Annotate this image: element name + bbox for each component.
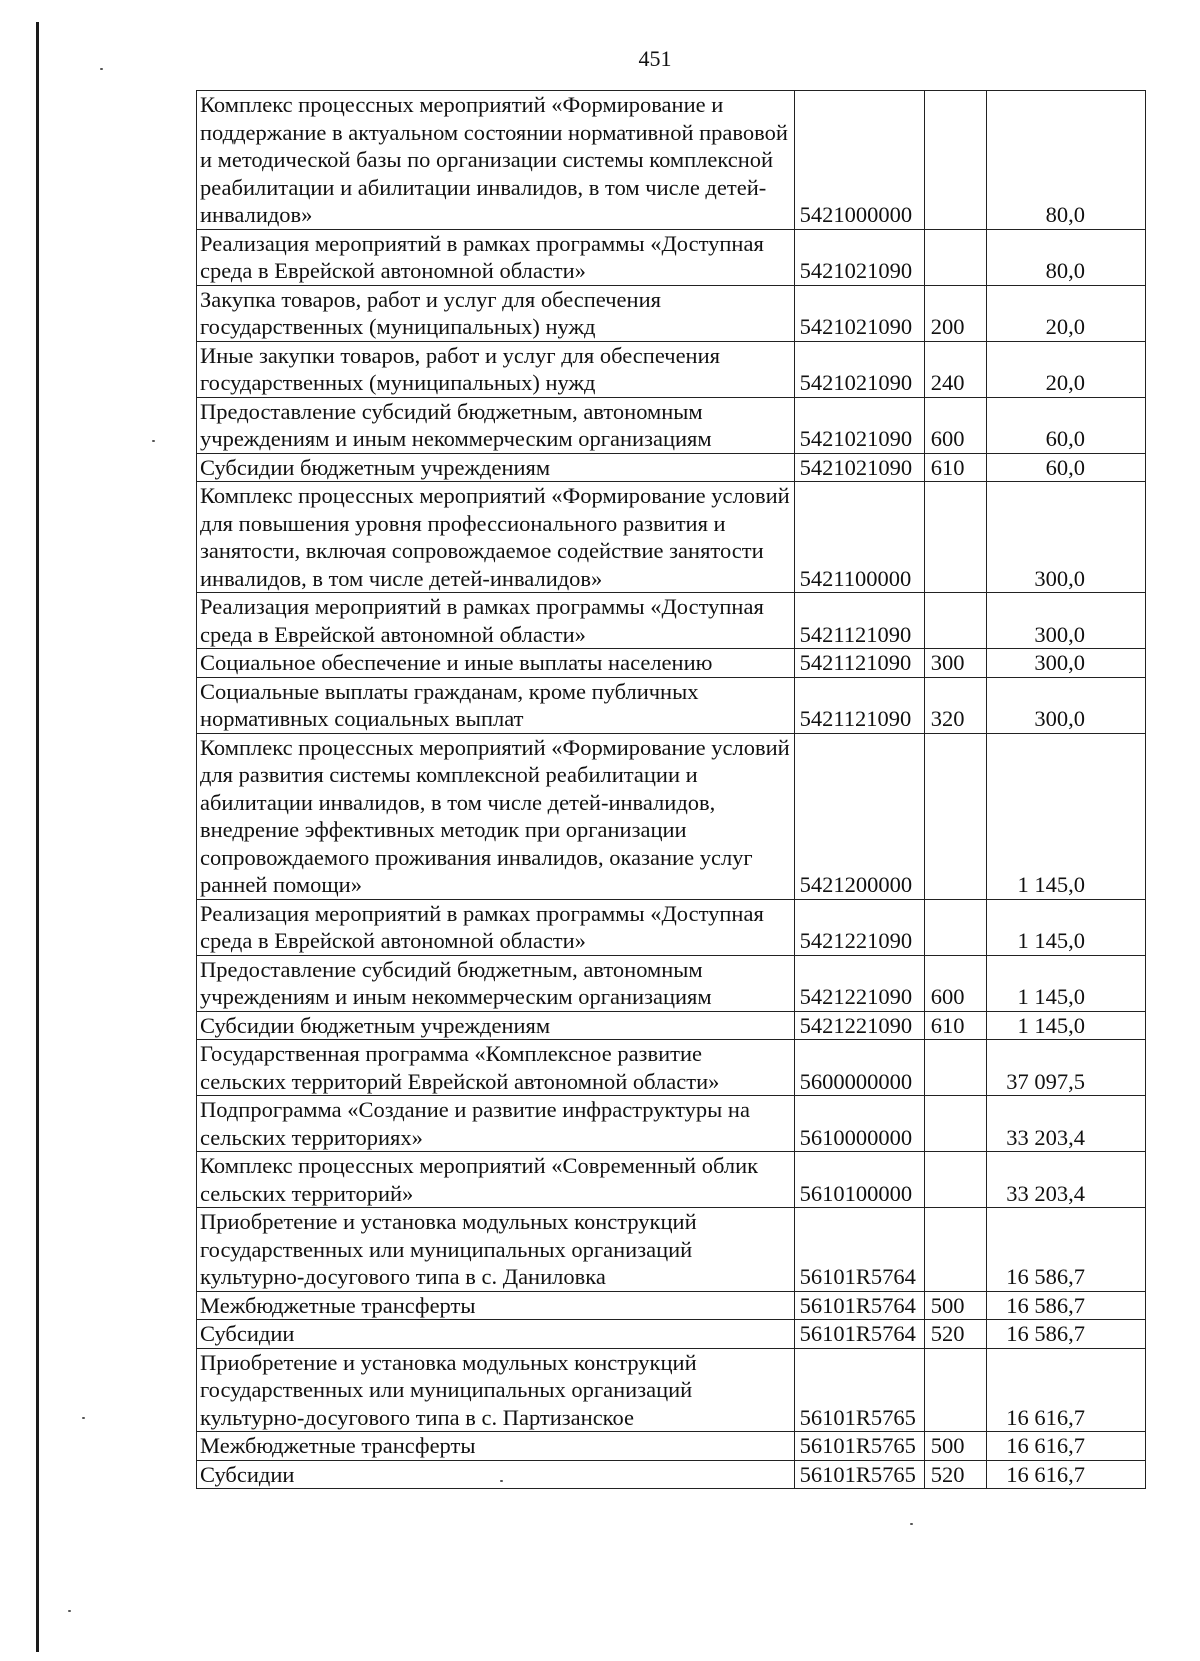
- row-type-cell: [924, 91, 986, 230]
- row-type-cell: 610: [924, 1011, 986, 1040]
- row-name-cell: Межбюджетные трансферты: [197, 1432, 795, 1461]
- row-code-cell: 56101R5764: [794, 1291, 924, 1320]
- row-amount-cell: 37 097,5: [986, 1040, 1145, 1096]
- scan-speck: [910, 1523, 913, 1525]
- scan-speck: [152, 440, 155, 442]
- scan-speck: [68, 1610, 71, 1612]
- row-code-cell: 5421021090: [794, 229, 924, 285]
- row-name-cell: Субсидии: [197, 1460, 795, 1489]
- table-row: [197, 397, 1146, 453]
- scan-speck: [82, 1417, 85, 1419]
- row-amount-cell: 33 203,4: [986, 1096, 1145, 1152]
- row-type-cell: [924, 1348, 986, 1432]
- row-type-cell: [924, 229, 986, 285]
- row-name-cell: Субсидии бюджетным учреждениям: [197, 453, 795, 482]
- table-row: [197, 733, 1146, 899]
- table-row: [197, 899, 1146, 955]
- budget-table: [196, 90, 1146, 1489]
- row-type-cell: 300: [924, 649, 986, 678]
- row-name-cell: Закупка товаров, работ и услуг для обеспечения государственных (муниципальных) нужд: [197, 285, 795, 341]
- row-name-cell: Приобретение и установка модульных конструкций государственных или муниципальных организаций культурно-досугового типа в с. Партизанское: [197, 1348, 795, 1432]
- row-type-cell: 610: [924, 453, 986, 482]
- row-type-cell: [924, 733, 986, 899]
- row-name-cell: Межбюджетные трансферты: [197, 1291, 795, 1320]
- row-amount-cell: 60,0: [986, 397, 1145, 453]
- row-amount-cell: 300,0: [986, 482, 1145, 593]
- row-code-cell: 5421221090: [794, 955, 924, 1011]
- scan-speck: [500, 1480, 503, 1482]
- row-type-cell: [924, 482, 986, 593]
- scan-speck: [100, 68, 103, 70]
- table-row: [197, 91, 1146, 230]
- row-code-cell: 5421021090: [794, 453, 924, 482]
- row-amount-cell: 16 616,7: [986, 1348, 1145, 1432]
- row-amount-cell: 20,0: [986, 341, 1145, 397]
- row-code-cell: 5421000000: [794, 91, 924, 230]
- table-row: [197, 1096, 1146, 1152]
- row-type-cell: 520: [924, 1320, 986, 1349]
- table-row: [197, 649, 1146, 678]
- row-name-cell: Комплекс процессных мероприятий «Современный облик сельских территорий»: [197, 1152, 795, 1208]
- row-type-cell: [924, 1040, 986, 1096]
- row-type-cell: [924, 1208, 986, 1292]
- row-amount-cell: 16 616,7: [986, 1432, 1145, 1461]
- row-code-cell: 5600000000: [794, 1040, 924, 1096]
- row-type-cell: 520: [924, 1460, 986, 1489]
- table-row: [197, 1011, 1146, 1040]
- row-amount-cell: 1 145,0: [986, 955, 1145, 1011]
- table-row: [197, 1432, 1146, 1461]
- row-name-cell: Комплекс процессных мероприятий «Формирование условий для развития системы комплексной реабилитации и абилитации инвалидов, в том числе детей-инвалидов, внедрение эффективных методик при организации сопровождаемого проживания инвалидов, оказание услуг ранней помощи»: [197, 733, 795, 899]
- row-code-cell: 5610000000: [794, 1096, 924, 1152]
- row-amount-cell: 300,0: [986, 593, 1145, 649]
- row-code-cell: 56101R5765: [794, 1432, 924, 1461]
- row-amount-cell: 300,0: [986, 677, 1145, 733]
- row-code-cell: 56101R5765: [794, 1460, 924, 1489]
- row-name-cell: Субсидии: [197, 1320, 795, 1349]
- row-amount-cell: 1 145,0: [986, 733, 1145, 899]
- row-amount-cell: 80,0: [986, 229, 1145, 285]
- row-name-cell: Предоставление субсидий бюджетным, автономным учреждениям и иным некоммерческим организациям: [197, 397, 795, 453]
- table-row: [197, 1348, 1146, 1432]
- row-type-cell: 240: [924, 341, 986, 397]
- row-name-cell: Социальное обеспечение и иные выплаты населению: [197, 649, 795, 678]
- scan-edge-line: [36, 22, 39, 1652]
- row-name-cell: Социальные выплаты гражданам, кроме публичных нормативных социальных выплат: [197, 677, 795, 733]
- row-code-cell: 5421200000: [794, 733, 924, 899]
- row-type-cell: [924, 899, 986, 955]
- row-amount-cell: 16 586,7: [986, 1320, 1145, 1349]
- table-row: [197, 1208, 1146, 1292]
- row-name-cell: Комплекс процессных мероприятий «Формирование условий для повышения уровня профессионального развития и занятости, включая сопровождаемое содействие занятости инвалидов, в том числе детей-инвалидов»: [197, 482, 795, 593]
- table-row: [197, 341, 1146, 397]
- table-row: [197, 229, 1146, 285]
- row-name-cell: Реализация мероприятий в рамках программы «Доступная среда в Еврейской автономной области»: [197, 229, 795, 285]
- row-amount-cell: 16 586,7: [986, 1208, 1145, 1292]
- table-row: [197, 1460, 1146, 1489]
- row-code-cell: 5421121090: [794, 677, 924, 733]
- table-row: [197, 1320, 1146, 1349]
- table-row: [197, 285, 1146, 341]
- row-code-cell: 5421121090: [794, 649, 924, 678]
- row-name-cell: Реализация мероприятий в рамках программы «Доступная среда в Еврейской автономной области»: [197, 899, 795, 955]
- row-name-cell: Подпрограмма «Создание и развитие инфраструктуры на сельских территориях»: [197, 1096, 795, 1152]
- row-name-cell: Государственная программа «Комплексное развитие сельских территорий Еврейской автономной области»: [197, 1040, 795, 1096]
- row-type-cell: 600: [924, 397, 986, 453]
- row-type-cell: 200: [924, 285, 986, 341]
- row-code-cell: 56101R5765: [794, 1348, 924, 1432]
- table-row: [197, 677, 1146, 733]
- row-code-cell: 5421021090: [794, 341, 924, 397]
- row-amount-cell: 80,0: [986, 91, 1145, 230]
- row-type-cell: [924, 1096, 986, 1152]
- row-name-cell: Комплекс процессных мероприятий «Формирование и поддержание в актуальном состоянии нормативной правовой и методической базы по организации системы комплексной реабилитации и абилитации инвалидов, в том числе детей-инвалидов»: [197, 91, 795, 230]
- row-amount-cell: 33 203,4: [986, 1152, 1145, 1208]
- table-row: [197, 1040, 1146, 1096]
- table-row: [197, 453, 1146, 482]
- row-name-cell: Субсидии бюджетным учреждениям: [197, 1011, 795, 1040]
- row-type-cell: [924, 593, 986, 649]
- row-name-cell: Предоставление субсидий бюджетным, автономным учреждениям и иным некоммерческим организациям: [197, 955, 795, 1011]
- table-row: [197, 955, 1146, 1011]
- row-type-cell: 500: [924, 1432, 986, 1461]
- row-code-cell: 5421021090: [794, 397, 924, 453]
- row-amount-cell: 16 616,7: [986, 1460, 1145, 1489]
- row-code-cell: 5421221090: [794, 899, 924, 955]
- table-body: [197, 91, 1146, 1489]
- row-code-cell: 5421121090: [794, 593, 924, 649]
- row-amount-cell: 60,0: [986, 453, 1145, 482]
- row-code-cell: 5421021090: [794, 285, 924, 341]
- row-type-cell: 600: [924, 955, 986, 1011]
- row-type-cell: 320: [924, 677, 986, 733]
- row-code-cell: 5610100000: [794, 1152, 924, 1208]
- row-type-cell: [924, 1152, 986, 1208]
- row-amount-cell: 16 586,7: [986, 1291, 1145, 1320]
- row-code-cell: 5421221090: [794, 1011, 924, 1040]
- row-name-cell: Реализация мероприятий в рамках программы «Доступная среда в Еврейской автономной области»: [197, 593, 795, 649]
- row-type-cell: 500: [924, 1291, 986, 1320]
- table-row: [197, 1291, 1146, 1320]
- row-name-cell: Приобретение и установка модульных конструкций государственных или муниципальных организаций культурно-досугового типа в с. Даниловка: [197, 1208, 795, 1292]
- table-row: [197, 482, 1146, 593]
- table-row: [197, 593, 1146, 649]
- row-amount-cell: 1 145,0: [986, 899, 1145, 955]
- row-amount-cell: 300,0: [986, 649, 1145, 678]
- page-number: 451: [638, 46, 672, 71]
- row-code-cell: 5421100000: [794, 482, 924, 593]
- row-name-cell: Иные закупки товаров, работ и услуг для обеспечения государственных (муниципальных) нужд: [197, 341, 795, 397]
- table-row: [197, 1152, 1146, 1208]
- row-code-cell: 56101R5764: [794, 1208, 924, 1292]
- row-code-cell: 56101R5764: [794, 1320, 924, 1349]
- row-amount-cell: 1 145,0: [986, 1011, 1145, 1040]
- row-amount-cell: 20,0: [986, 285, 1145, 341]
